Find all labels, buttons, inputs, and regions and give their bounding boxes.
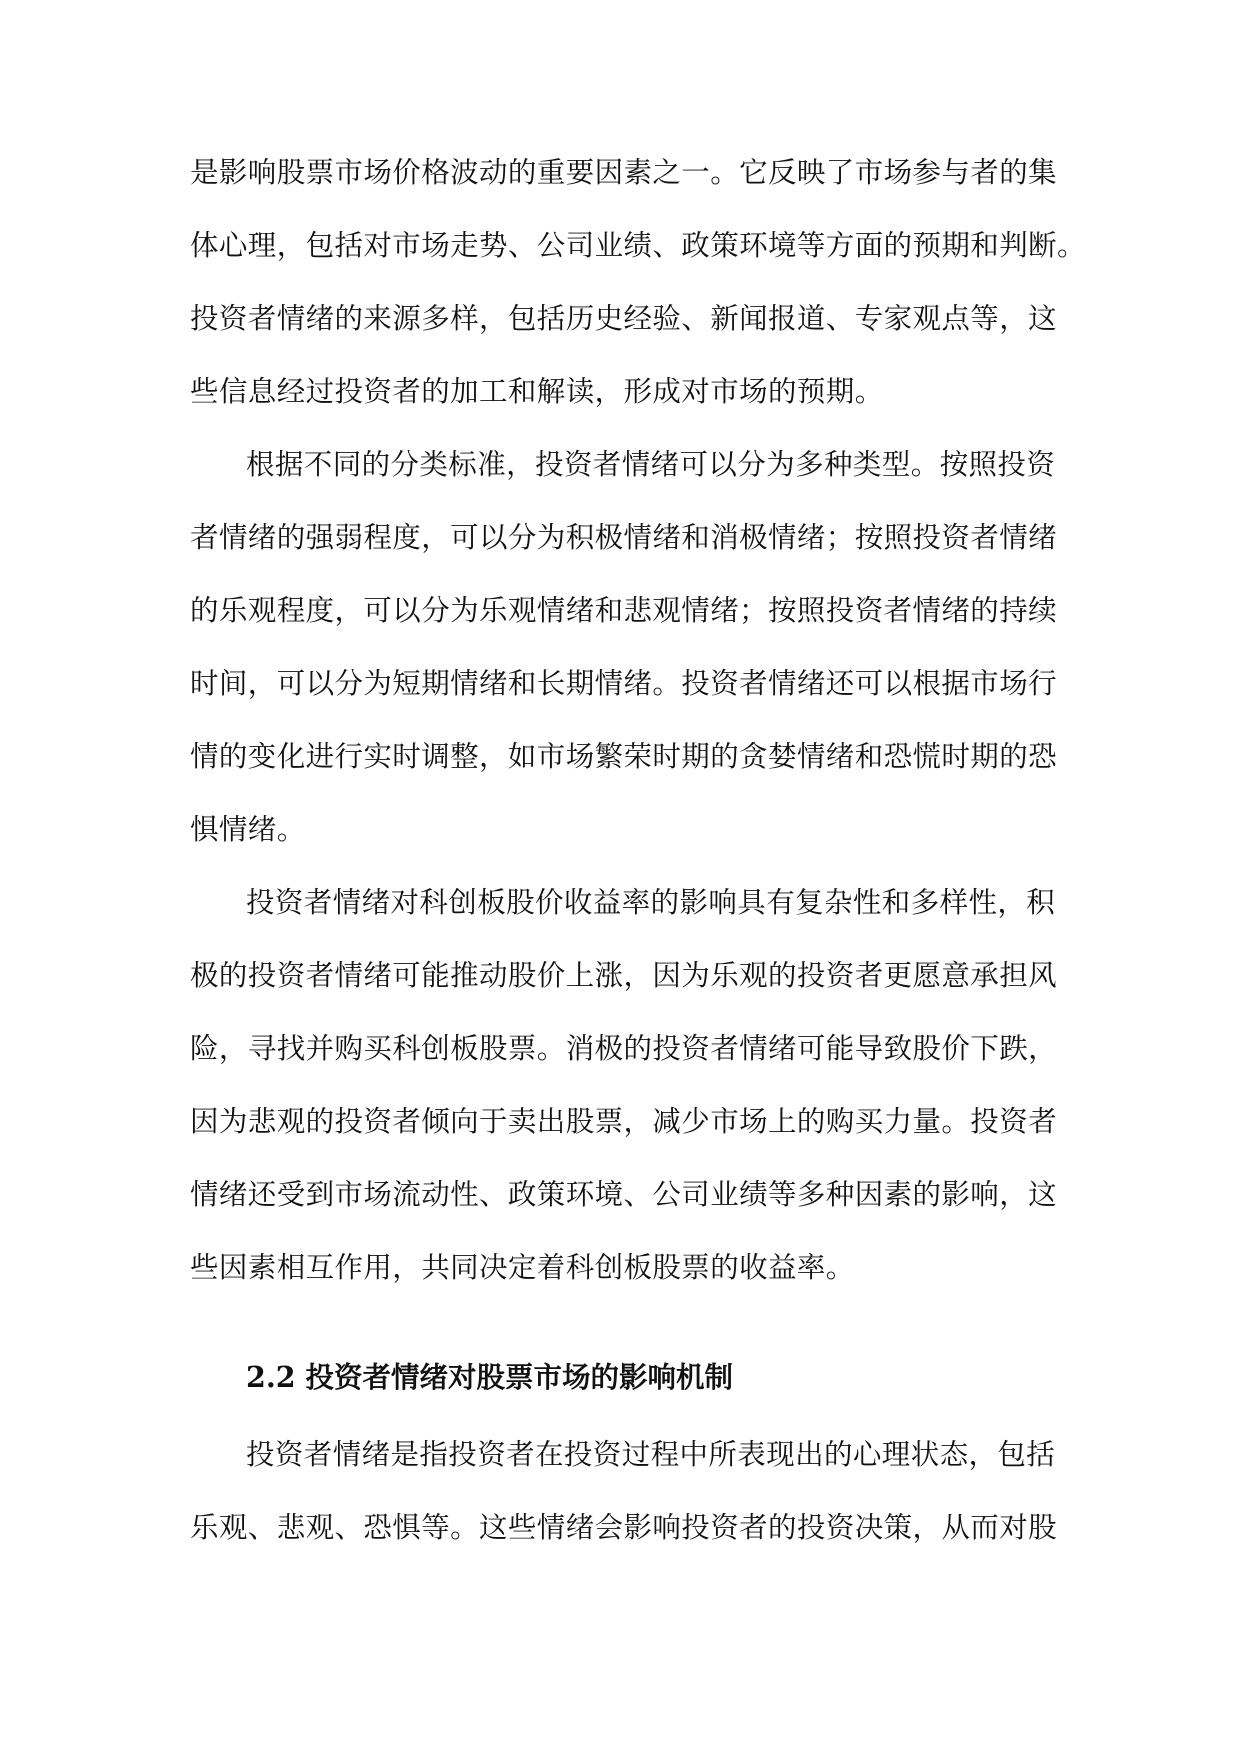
paragraph-3-line-4: 因为悲观的投资者倾向于卖出股票，减少市场上的购买力量。投资者 <box>190 1105 1058 1138</box>
paragraph-2-line-1: 根据不同的分类标准，投资者情绪可以分为多种类型。按照投资 <box>246 448 1056 481</box>
paragraph-2-line-4: 时间，可以分为短期情绪和长期情绪。投资者情绪还可以根据市场行 <box>190 667 1058 700</box>
paragraph-2-line-2: 者情绪的强弱程度，可以分为积极情绪和消极情绪；按照投资者情绪 <box>190 521 1058 554</box>
paragraph-2-line-6: 惧情绪。 <box>190 813 306 846</box>
paragraph-1-line-4: 些信息经过投资者的加工和解读，形成对市场的预期。 <box>190 375 884 408</box>
paragraph-1-line-1: 是影响股票市场价格波动的重要因素之一。它反映了市场参与者的集 <box>190 156 1058 189</box>
paragraph-1-line-2: 体心理，包括对市场走势、公司业绩、政策环境等方面的预期和判断。 <box>190 229 1086 262</box>
paragraph-4-line-2: 乐观、悲观、恐惧等。这些情绪会影响投资者的投资决策，从而对股 <box>190 1511 1058 1544</box>
paragraph-2-line-3: 的乐观程度，可以分为乐观情绪和悲观情绪；按照投资者情绪的持续 <box>190 594 1058 627</box>
paragraph-3-line-2: 极的投资者情绪可能推动股价上涨，因为乐观的投资者更愿意承担风 <box>190 959 1058 992</box>
paragraph-2-line-5: 情的变化进行实时调整，如市场繁荣时期的贪婪情绪和恐慌时期的恐 <box>190 740 1058 773</box>
paragraph-3-line-5: 情绪还受到市场流动性、政策环境、公司业绩等多种因素的影响，这 <box>190 1178 1058 1211</box>
paragraph-4-line-1: 投资者情绪是指投资者在投资过程中所表现出的心理状态，包括 <box>246 1438 1056 1471</box>
paragraph-1-line-3: 投资者情绪的来源多样，包括历史经验、新闻报道、专家观点等，这 <box>190 302 1058 335</box>
paragraph-3-line-1: 投资者情绪对科创板股价收益率的影响具有复杂性和多样性，积 <box>246 886 1056 919</box>
section-heading: 2.2 投资者情绪对股票市场的影响机制 <box>246 1360 734 1394</box>
paragraph-3-line-6: 些因素相互作用，共同决定着科创板股票的收益率。 <box>190 1251 855 1284</box>
paragraph-3-line-3: 险，寻找并购买科创板股票。消极的投资者情绪可能导致股价下跌， <box>190 1032 1058 1065</box>
